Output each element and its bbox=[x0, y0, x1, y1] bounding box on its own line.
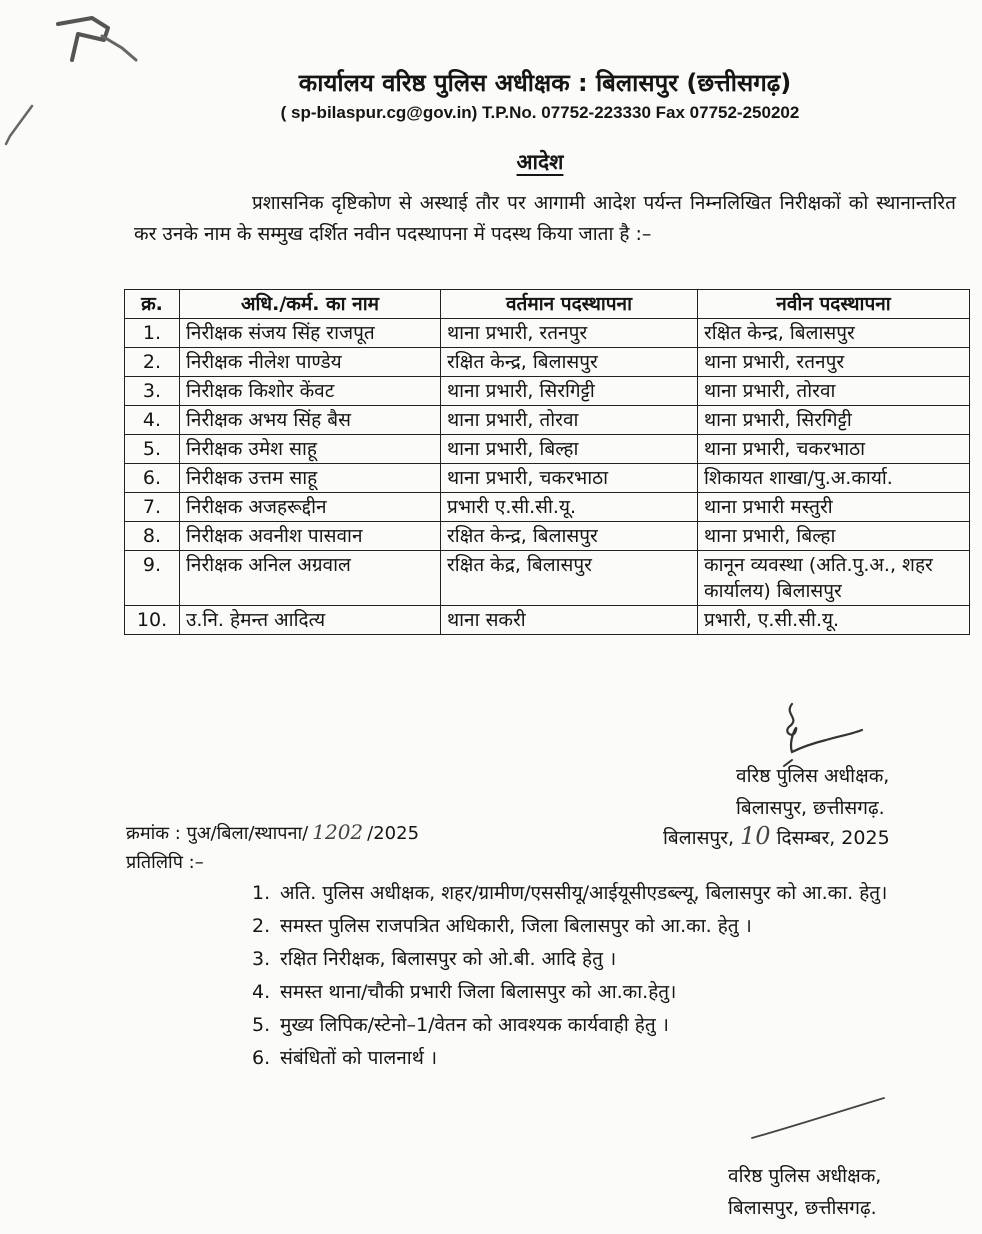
list-item bbox=[252, 1010, 942, 1041]
signature-designation: वरिष्ठ पुलिस अधीक्षक, bbox=[728, 1165, 882, 1187]
place-date bbox=[663, 822, 890, 850]
row-new: थाना प्रभारी, सिरगिट्टी bbox=[698, 406, 970, 435]
list-item-text: संबंधितों को पालनार्थ । bbox=[280, 1047, 438, 1069]
row-new: कानून व्यवस्था (अति.पु.अ., शहर कार्यालय) बिलासपुर bbox=[698, 551, 970, 606]
table-row bbox=[125, 606, 970, 635]
row-current: रक्षित केन्द्र, बिलासपुर bbox=[441, 522, 698, 551]
row-name: निरीक्षक अजहरूद्दीन bbox=[180, 493, 441, 522]
row-new: थाना प्रभारी, तोरवा bbox=[698, 377, 970, 406]
order-heading-text: आदेश bbox=[516, 150, 564, 174]
copy-label: प्रतिलिपि :– bbox=[126, 852, 204, 873]
table-row bbox=[125, 493, 970, 522]
table-row bbox=[125, 377, 970, 406]
list-item-number: 3. bbox=[252, 948, 271, 970]
signature-designation: वरिष्ठ पुलिस अधीक्षक, bbox=[736, 765, 890, 787]
place: बिलासपुर, bbox=[663, 827, 735, 849]
list-item bbox=[252, 977, 942, 1008]
table-row bbox=[125, 348, 970, 377]
list-item bbox=[252, 1043, 942, 1074]
order-number-prefix: क्रमांक : पुअ/बिला/स्थापना/ bbox=[126, 823, 309, 844]
table-row bbox=[125, 522, 970, 551]
list-item-text: समस्त थाना/चौकी प्रभारी जिला बिलासपुर को आ.का.हेतु। bbox=[280, 981, 677, 1003]
row-current: थाना प्रभारी, सिरगिट्टी bbox=[441, 377, 698, 406]
list-item-text: मुख्य लिपिक/स्टेनो–1/वेतन को आवश्यक कार्यवाही हेतु । bbox=[280, 1014, 669, 1036]
table-header-row bbox=[125, 290, 970, 319]
copy-list bbox=[252, 878, 942, 1076]
staple-mark-icon bbox=[40, 6, 150, 66]
row-current: रक्षित केन्द्र, बिलासपुर bbox=[441, 348, 698, 377]
row-serial: 1. bbox=[125, 319, 180, 348]
office-title: कार्यालय वरिष्ठ पुलिस अधीक्षक : बिलासपुर (छत्तीसगढ़) bbox=[298, 69, 792, 97]
order-number-suffix: /2025 bbox=[367, 823, 420, 844]
table-row bbox=[125, 319, 970, 348]
list-item-text: अति. पुलिस अधीक्षक, शहर/ग्रामीण/एससीयू/आईयूसीएडब्ल्यू, बिलासपुर को आ.का. हेतु। bbox=[280, 882, 888, 904]
date-month-year: दिसम्बर, 2025 bbox=[776, 827, 890, 849]
row-name: निरीक्षक उमेश साहू bbox=[180, 435, 441, 464]
row-serial: 7. bbox=[125, 493, 180, 522]
row-name: निरीक्षक उत्तम साहू bbox=[180, 464, 441, 493]
row-serial: 5. bbox=[125, 435, 180, 464]
row-current: थाना प्रभारी, चकरभाठा bbox=[441, 464, 698, 493]
list-item-text: रक्षित निरीक्षक, बिलासपुर को ओ.बी. आदि हेतु । bbox=[280, 948, 617, 970]
row-serial: 4. bbox=[125, 406, 180, 435]
row-current: थाना प्रभारी, बिल्हा bbox=[441, 435, 698, 464]
table-row bbox=[125, 435, 970, 464]
date-day-handwritten: 10 bbox=[740, 822, 771, 850]
signature-location: बिलासपुर, छत्तीसगढ़. bbox=[728, 1197, 877, 1219]
col-serial: क्र. bbox=[125, 290, 180, 319]
col-new-posting: नवीन पदस्थापना bbox=[698, 290, 970, 319]
list-item-number: 2. bbox=[252, 915, 271, 937]
row-name: उ.नि. हेमन्त आदित्य bbox=[180, 606, 441, 635]
row-serial: 8. bbox=[125, 522, 180, 551]
table-row bbox=[125, 551, 970, 606]
order-heading bbox=[0, 148, 982, 176]
signature-block-top bbox=[736, 760, 889, 824]
row-new: शिकायत शाखा/पु.अ.कार्या. bbox=[698, 464, 970, 493]
row-current: थाना प्रभारी, तोरवा bbox=[441, 406, 698, 435]
row-name: निरीक्षक अभय सिंह बैस bbox=[180, 406, 441, 435]
order-number-handwritten: 1202 bbox=[312, 820, 364, 844]
row-new: थाना प्रभारी, बिल्हा bbox=[698, 522, 970, 551]
row-current: थाना सकरी bbox=[441, 606, 698, 635]
intro-paragraph: प्रशासनिक दृष्टिकोण से अस्थाई तौर पर आगामी आदेश पर्यन्त निम्नलिखित निरीक्षकों को स्थानान्तरित कर उनके नाम के सम्मुख दर्शित नवीन पदस्थापना में पदस्थ किया जाता है :– bbox=[134, 192, 956, 245]
row-name: निरीक्षक संजय सिंह राजपूत bbox=[180, 319, 441, 348]
list-item bbox=[252, 878, 942, 909]
signature-line-icon bbox=[748, 1092, 888, 1142]
row-name: निरीक्षक अवनीश पासवान bbox=[180, 522, 441, 551]
row-new: प्रभारी, ए.सी.सी.यू. bbox=[698, 606, 970, 635]
list-item-number: 6. bbox=[252, 1047, 271, 1069]
row-new: रक्षित केन्द्र, बिलासपुर bbox=[698, 319, 970, 348]
row-name: निरीक्षक नीलेश पाण्डेय bbox=[180, 348, 441, 377]
office-contact: ( sp-bilaspur.cg@gov.in) T.P.No. 07752-223330 Fax 07752-250202 bbox=[280, 103, 800, 122]
list-item-number: 5. bbox=[252, 1014, 271, 1036]
transfer-table bbox=[124, 289, 970, 635]
list-item-number: 4. bbox=[252, 981, 271, 1003]
row-serial: 9. bbox=[125, 551, 180, 606]
row-new: थाना प्रभारी, चकरभाठा bbox=[698, 435, 970, 464]
row-serial: 2. bbox=[125, 348, 180, 377]
list-item bbox=[252, 911, 942, 942]
row-serial: 6. bbox=[125, 464, 180, 493]
row-current: रक्षित केद्र, बिलासपुर bbox=[441, 551, 698, 606]
col-current-posting: वर्तमान पदस्थापना bbox=[441, 290, 698, 319]
row-name: निरीक्षक अनिल अग्रवाल bbox=[180, 551, 441, 606]
row-serial: 3. bbox=[125, 377, 180, 406]
row-name: निरीक्षक किशोर केंवट bbox=[180, 377, 441, 406]
table-row bbox=[125, 464, 970, 493]
list-item-text: समस्त पुलिस राजपत्रित अधिकारी, जिला बिलासपुर को आ.का. हेतु । bbox=[280, 915, 752, 937]
col-name: अधि./कर्म. का नाम bbox=[180, 290, 441, 319]
row-new: थाना प्रभारी मस्तुरी bbox=[698, 493, 970, 522]
signature-location: बिलासपुर, छत्तीसगढ़. bbox=[736, 797, 885, 819]
row-new: थाना प्रभारी, रतनपुर bbox=[698, 348, 970, 377]
table-row bbox=[125, 406, 970, 435]
list-item bbox=[252, 944, 942, 975]
order-number bbox=[126, 820, 419, 845]
row-current: प्रभारी ए.सी.सी.यू. bbox=[441, 493, 698, 522]
list-item-number: 1. bbox=[252, 882, 271, 904]
row-current: थाना प्रभारी, रतनपुर bbox=[441, 319, 698, 348]
signature-block-bottom bbox=[728, 1160, 881, 1224]
row-serial: 10. bbox=[125, 606, 180, 635]
